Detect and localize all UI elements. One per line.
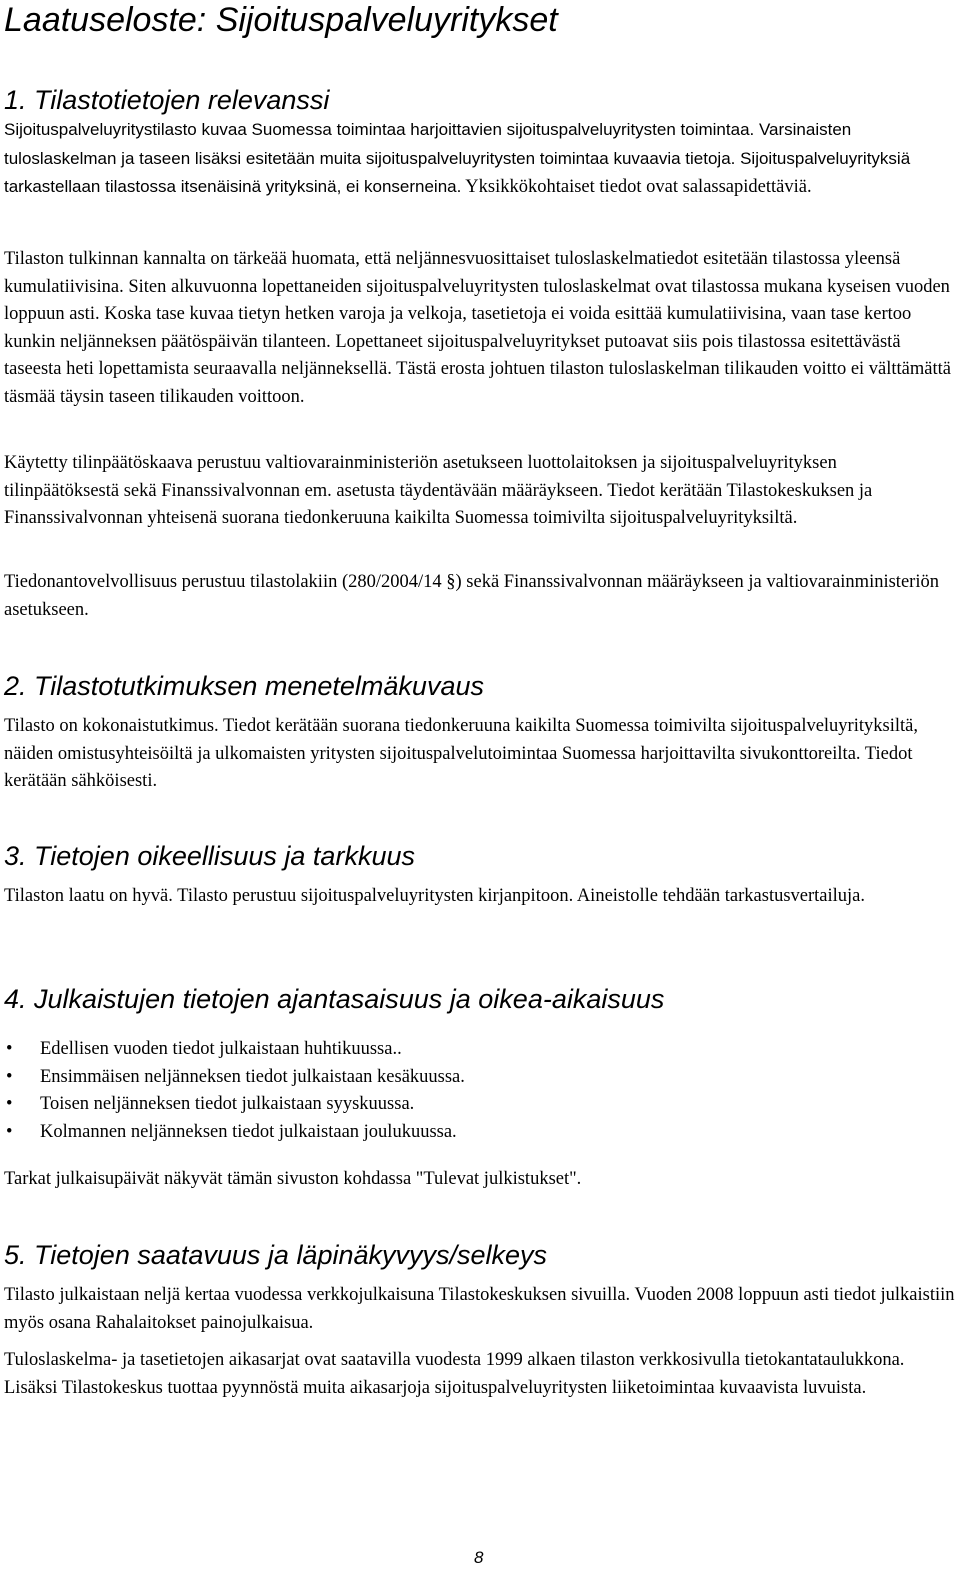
list-item [4,1091,956,1119]
page-number: 8 [474,1548,484,1567]
list-item-text: Edellisen vuoden tiedot julkaistaan huhtikuussa.. [40,1039,402,1059]
section-5-paragraph-1: Tilasto julkaistaan neljä kertaa vuodessa verkkojulkaisuna Tilastokeskuksen sivuilla. Vuoden 2008 loppuun asti tiedot julkaistiin myös osana Rahalaitokset painojulkaisua. [4,1285,955,1333]
list-item-text: Kolmannen neljänneksen tiedot julkaistaan joulukuussa. [40,1121,457,1142]
bullet-icon: • [6,1039,13,1059]
section-1-paragraph-4: Tiedonantovelvollisuus perustuu tilastolakiin (280/2004/14 §) sekä Finanssivalvonnan määräykseen ja valtiovarainministeriön asetukseen. [4,572,939,620]
section-1-paragraph-1 [4,116,956,202]
section-4-paragraph-1: Tarkat julkaisupäivät näkyvät tämän sivuston kohdassa "Tulevat julkistukset". [4,1169,582,1189]
list-item-text: Ensimmäisen neljänneksen tiedot julkaistaan kesäkuussa. [40,1066,465,1087]
release-schedule-list [4,1036,956,1146]
section-1-heading: 1. Tilastotietojen relevanssi [4,85,330,115]
list-item-text: Toisen neljänneksen tiedot julkaistaan syyskuussa. [40,1094,415,1114]
list-item [4,1119,956,1147]
section-1-paragraph-1-serif-text: Yksikkökohtaiset tiedot ovat salassapidettäviä. [465,177,812,197]
bullet-icon: • [6,1121,13,1142]
bullet-icon: • [6,1066,13,1087]
section-5-paragraph-2: Tuloslaskelma- ja tasetietojen aikasarjat ovat saatavilla vuodesta 1999 alkaen tilaston verkkosivulla tietokantataulukkona. Lisäksi Tilastokeskus tuottaa pyynnöstä muita aikasarjoja sijoituspalveluyritysten liiketoimintaa kuvaavista luvuista. [4,1350,905,1398]
list-item [4,1036,956,1064]
section-4-heading: 4. Julkaistujen tietojen ajantasaisuus ja oikea-aikaisuus [4,984,665,1014]
section-1-paragraph-2: Tilaston tulkinnan kannalta on tärkeää huomata, että neljännesvuosittaiset tuloslaskelmatiedot esitetään tilastossa yleensä kumulatiivisina. Siten alkuvuonna lopettaneiden sijoituspalveluyritysten tuloslaskelmat ovat tilastossa mukana kyseisen vuoden loppuun asti. Koska tase kuvaa tietyn hetken varoja ja velkoja, tasetietoja ei voida esittää kumulatiivisina, vaan tase kertoo kunkin neljänneksen päätöspäivän tilanteen. Lopettaneet sijoituspalveluyritykset putoavat siis pois tilastossa esitettävästä taseesta heti lopettamista seuraavalla neljänneksellä. Tästä erosta johtuen tilaston tuloslaskelman tilikauden voitto ei välttämättä täsmää täysin taseen tilikauden voittoon. [4,249,951,407]
section-2-paragraph-1: Tilasto on kokonaistutkimus. Tiedot kerätään suorana tiedonkeruuna kaikilta Suomessa toimivilta sijoituspalveluyrityksiltä, näiden omistusyhteisöiltä ja ulkomaisten yritysten sijoituspalvelutoimintaa Suomessa harjoittavilta sivukonttoreilta. Tiedot kerätään sähköisesti. [4,716,918,791]
document-title: Laatuseloste: Sijoituspalveluyritykset [4,1,558,39]
section-1-paragraph-1-sans-text: Sijoituspalveluyritystilasto kuvaa Suomessa toimintaa harjoittavien sijoituspalveluyritysten toimintaa. Varsinaisten tuloslaskelman ja taseen lisäksi esitetään muita sijoituspalveluyritysten toimintaa kuvaavia tietoja. Sijoituspalveluyrityksiä tarkastellaan tilastossa itsenäisinä yrityksinä, ei konserneina. [4,120,911,196]
list-item [4,1064,956,1092]
section-1-paragraph-3: Käytetty tilinpäätöskaava perustuu valtiovarainministeriön asetukseen luottolaitoksen ja sijoituspalveluyrityksen tilinpäätöksestä sekä Finanssivalvonnan em. asetusta täydentävään määräykseen. Tiedot kerätään Tilastokeskuksen ja Finanssivalvonnan yhteisenä suorana tiedonkeruuna kaikilta Suomessa toimivilta sijoituspalveluyrityksiltä. [4,453,873,528]
bullet-icon: • [6,1094,13,1114]
section-5-heading: 5. Tietojen saatavuus ja läpinäkyvyys/selkeys [4,1240,548,1270]
section-2-heading: 2. Tilastotutkimuksen menetelmäkuvaus [4,671,484,701]
section-3-heading: 3. Tietojen oikeellisuus ja tarkkuus [4,841,415,871]
section-3-paragraph-1: Tilaston laatu on hyvä. Tilasto perustuu sijoituspalveluyritysten kirjanpitoon. Aineistolle tehdään tarkastusvertailuja. [4,886,866,906]
